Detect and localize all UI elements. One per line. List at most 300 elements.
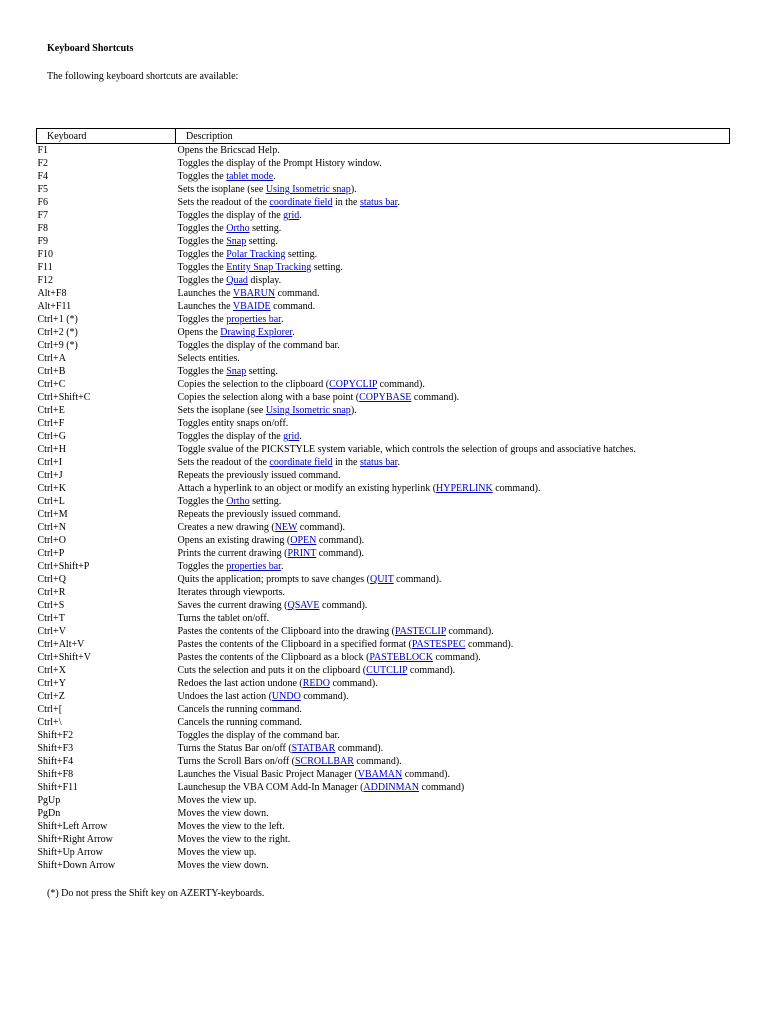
table-row [37,365,730,378]
table-row [37,430,730,443]
shortcut-key: Shift+Left Arrow [37,821,108,832]
shortcut-description [176,781,730,794]
description-text: command). [353,756,402,767]
description-text: Opens the [177,327,221,338]
description-text: command). [402,769,450,780]
description-text: command). [411,392,460,403]
table-row [37,274,730,287]
shortcut-key: Shift+F2 [37,730,74,741]
table-row [37,755,730,768]
shortcut-description [176,807,730,820]
description-text: Toggles the [177,171,227,182]
description-text: . [292,327,295,338]
table-row [37,820,730,833]
footnote: (*) Do not press the Shift key on AZERTY-keyboards. [47,888,265,899]
description-text: command). [445,626,494,637]
description-text: Toggles the [177,223,227,234]
help-link[interactable]: coordinate field [269,197,333,208]
shortcut-description [176,365,730,378]
shortcut-description [176,391,730,404]
column-header-description: Description [176,129,730,144]
shortcut-description [176,469,730,482]
help-link[interactable]: CUTCLIP [366,665,408,676]
shortcut-description [176,300,730,313]
table-row [37,326,730,339]
description-text: Sets the isoplane (see [177,405,266,416]
shortcut-description [176,235,730,248]
description-text: . [280,314,284,325]
shortcut-key: Ctrl+Shift+C [37,392,91,403]
table-row [37,846,730,859]
table-row [37,794,730,807]
shortcut-key: F1 [37,145,49,156]
help-link[interactable]: ADDINMAN [363,782,419,793]
shortcut-key: Ctrl+Y [37,678,66,689]
help-link[interactable]: STATBAR [291,743,336,754]
table-row [37,404,730,417]
shortcut-description [176,859,730,872]
shortcut-description [176,833,730,846]
intro-text: The following keyboard shortcuts are available: [47,71,239,82]
table-row [37,378,730,391]
shortcut-description [176,560,730,573]
description-text: command). [465,639,514,650]
shortcut-key: Ctrl+T [37,613,65,624]
description-text: Toggles the [177,262,227,273]
shortcut-key: Ctrl+E [37,405,65,416]
shortcut-key: Ctrl+X [37,665,66,676]
shortcut-key: Alt+F8 [37,288,67,299]
shortcuts-table [36,128,730,872]
shortcut-description [176,703,730,716]
shortcut-description [176,846,730,859]
table-row [37,495,730,508]
description-text: command). [393,574,442,585]
shortcut-description [176,222,730,235]
description-text: in the [332,197,360,208]
description-text: Toggles the display of the [177,431,284,442]
help-link[interactable]: Entity Snap Tracking [226,262,312,273]
shortcut-key: Ctrl+I [37,457,63,468]
description-text: Toggles entity snaps on/off. [177,418,289,429]
table-row [37,443,730,456]
description-text: in the [332,457,360,468]
shortcut-key: Ctrl+\ [37,717,62,728]
description-text: display. [247,275,282,286]
help-link[interactable]: properties bar [226,561,281,572]
description-text: Toggles the [177,496,227,507]
shortcut-key: PgUp [37,795,61,806]
shortcut-description [176,274,730,287]
help-link[interactable]: PASTEBLOCK [369,652,433,663]
description-text: Iterates through viewports. [177,587,285,598]
table-row [37,339,730,352]
description-text: Launchesup the VBA COM Add-In Manager ( [177,782,364,793]
shortcut-key: Shift+Right Arrow [37,834,113,845]
shortcut-key: Shift+F8 [37,769,74,780]
help-link[interactable]: QSAVE [287,600,320,611]
shortcut-description [176,547,730,560]
table-row [37,703,730,716]
shortcut-description [176,326,730,339]
table-row [37,508,730,521]
shortcut-key: Ctrl+A [37,353,66,364]
help-link[interactable]: REDO [302,678,330,689]
description-text: command). [319,600,368,611]
description-text: ). [350,184,357,195]
shortcut-key: Shift+Down Arrow [37,860,116,871]
help-link[interactable]: PRINT [287,548,317,559]
description-text: command). [377,379,425,390]
description-text: setting. [249,223,282,234]
shortcut-key: Ctrl+O [37,535,66,546]
description-text: Turns the Scroll Bars on/off ( [177,756,295,767]
help-link[interactable]: Using Isometric snap [265,405,351,416]
description-text: Launches the [177,288,233,299]
description-text: Saves the current drawing ( [177,600,288,611]
shortcut-key: F12 [37,275,54,286]
description-text: . [397,457,400,468]
table-body [37,144,730,873]
shortcut-key: F11 [37,262,53,273]
shortcut-key: Shift+F11 [37,782,78,793]
shortcut-key: Ctrl+G [37,431,66,442]
shortcut-description [176,170,730,183]
table-row [37,781,730,794]
description-text: Toggles the [177,249,227,260]
shortcut-key: Ctrl+B [37,366,66,377]
description-text: Moves the view to the left. [177,821,285,832]
table-row [37,534,730,547]
description-text: Repeats the previously issued command. [177,509,341,520]
description-text: Moves the view down. [177,860,269,871]
description-text: . [397,197,400,208]
description-text: command). [316,535,365,546]
help-link[interactable]: COPYBASE [359,392,412,403]
table-row [37,690,730,703]
table-row [37,560,730,573]
table-row [37,222,730,235]
description-text: Moves the view up. [177,847,257,858]
description-text: . [299,431,302,442]
shortcut-description [176,417,730,430]
shortcut-description [176,612,730,625]
shortcut-key: Ctrl+1 (*) [37,314,78,325]
table-header-row [37,129,730,144]
table-row [37,144,730,158]
shortcut-key: Ctrl+F [37,418,65,429]
shortcut-key: F9 [37,236,49,247]
shortcut-description [176,755,730,768]
description-text: Launches the Visual Basic Project Manager ( [177,769,358,780]
description-text: Cancels the running command. [177,717,302,728]
shortcut-description [176,677,730,690]
help-link[interactable]: Ortho [226,223,250,234]
table-row [37,261,730,274]
shortcut-key: F8 [37,223,49,234]
shortcut-key: F7 [37,210,49,221]
table-row [37,209,730,222]
shortcut-key: Ctrl+Alt+V [37,639,85,650]
table-row [37,521,730,534]
description-text: Toggles the [177,314,227,325]
table-row [37,833,730,846]
help-link[interactable]: Snap [226,236,247,247]
shortcut-description [176,742,730,755]
shortcut-description [176,287,730,300]
table-row [37,612,730,625]
help-link[interactable]: Polar Tracking [226,249,286,260]
shortcut-key: Ctrl+S [37,600,65,611]
description-text: Moves the view down. [177,808,269,819]
description-text: Pastes the contents of the Clipboard into the drawing ( [177,626,395,637]
help-link[interactable]: SCROLLBAR [295,756,354,767]
description-text: Turns the tablet on/off. [177,613,270,624]
shortcut-key: Shift+F3 [37,743,74,754]
description-text: Moves the view to the right. [177,834,291,845]
help-link[interactable]: status bar [359,197,398,208]
help-link[interactable]: status bar [359,457,398,468]
shortcut-description [176,443,730,456]
description-text: Toggles the display of the command bar. [177,730,340,741]
shortcut-description [176,248,730,261]
description-text: command). [329,678,378,689]
shortcut-description [176,183,730,196]
table-row [37,859,730,872]
description-text: command) [418,782,465,793]
description-text: . [299,210,302,221]
shortcut-key: Ctrl+M [37,509,68,520]
shortcut-description [176,456,730,469]
help-link[interactable]: COPYCLIP [329,379,378,390]
help-link[interactable]: coordinate field [269,457,333,468]
shortcut-key: Ctrl+N [37,522,66,533]
help-link[interactable]: NEW [274,522,298,533]
description-text: command). [407,665,456,676]
description-text: setting. [311,262,343,273]
description-text: Cuts the selection and puts it on the clipboard ( [177,665,367,676]
description-text: command. [275,288,320,299]
help-link[interactable]: Snap [226,366,247,377]
shortcut-key: Ctrl+L [37,496,65,507]
description-text: command). [492,483,541,494]
shortcut-key: Ctrl+Q [37,574,66,585]
description-text: Toggle svalue of the PICKSTYLE system variable, which controls the selection of groups and associative hatches. [177,444,636,455]
shortcut-description [176,144,730,158]
description-text: Repeats the previously issued command. [177,470,341,481]
shortcut-description [176,430,730,443]
shortcut-description [176,209,730,222]
shortcut-key: Ctrl+[ [37,704,63,715]
table-row [37,677,730,690]
description-text: setting. [285,249,318,260]
help-link[interactable]: OPEN [290,535,317,546]
help-link[interactable]: grid [283,210,300,221]
table-row [37,287,730,300]
shortcut-description [176,339,730,352]
shortcut-key: F5 [37,184,49,195]
shortcut-description [176,638,730,651]
shortcut-description [176,157,730,170]
table-row [37,482,730,495]
table-row [37,170,730,183]
help-link[interactable]: HYPERLINK [436,483,493,494]
help-link[interactable]: PASTESPEC [411,639,466,650]
description-text: command). [432,652,481,663]
table-row [37,417,730,430]
description-text: Toggles the display of the command bar. [177,340,340,351]
shortcut-key: Shift+F4 [37,756,74,767]
description-text: Selects entities. [177,353,240,364]
shortcut-key: Ctrl+V [37,626,66,637]
table-row [37,313,730,326]
description-text: command). [316,548,364,559]
table-row [37,768,730,781]
description-text: Cancels the running command. [177,704,302,715]
shortcut-key: PgDn [37,808,61,819]
description-text: Sets the isoplane (see [177,184,266,195]
shortcut-description [176,495,730,508]
table-row [37,469,730,482]
table-row [37,196,730,209]
table-row [37,248,730,261]
shortcut-key: Ctrl+Shift+V [37,652,92,663]
table-row [37,391,730,404]
table-row [37,235,730,248]
description-text: Copies the selection to the clipboard ( [177,379,330,390]
help-link[interactable]: PASTECLIP [394,626,446,637]
help-link[interactable]: VBAIDE [232,301,271,312]
help-link[interactable]: Drawing Explorer [220,327,293,338]
shortcut-key: Ctrl+K [37,483,66,494]
description-text: Copies the selection along with a base point ( [177,392,360,403]
column-header-keyboard: Keyboard [37,129,176,144]
table-row [37,456,730,469]
shortcut-key: F6 [37,197,49,208]
shortcut-description [176,768,730,781]
help-link[interactable]: properties bar [226,314,281,325]
help-link[interactable]: VBARUN [232,288,276,299]
description-text: command). [297,522,346,533]
shortcut-description [176,534,730,547]
shortcut-key: F4 [37,171,49,182]
description-text: Launches the [177,301,233,312]
shortcut-key: Shift+Up Arrow [37,847,103,858]
description-text: Opens the Bricscad Help. [177,145,280,156]
description-text: Toggles the [177,561,227,572]
shortcut-description [176,664,730,677]
shortcut-description [176,625,730,638]
description-text: Toggles the [177,366,227,377]
description-text: Turns the Status Bar on/off ( [177,743,292,754]
table-row [37,599,730,612]
shortcut-key: Ctrl+P [37,548,65,559]
shortcut-description [176,196,730,209]
shortcut-key: Ctrl+H [37,444,66,455]
table-row [37,183,730,196]
table-row [37,638,730,651]
help-link[interactable]: tablet mode [226,171,274,182]
shortcut-description [176,729,730,742]
description-text: Pastes the contents of the Clipboard in a specified format ( [177,639,412,650]
description-text: setting. [246,366,278,377]
table-row [37,300,730,313]
description-text: Creates a new drawing ( [177,522,275,533]
description-text: ). [350,405,357,416]
shortcut-key: Ctrl+2 (*) [37,327,78,338]
shortcut-description [176,261,730,274]
shortcut-description [176,820,730,833]
table-row [37,807,730,820]
description-text: Attach a hyperlink to an object or modify an existing hyperlink ( [177,483,437,494]
shortcut-description [176,352,730,365]
page-title: Keyboard Shortcuts [47,43,134,54]
table-row [37,664,730,677]
description-text: Toggles the [177,275,227,286]
description-text: Moves the view up. [177,795,257,806]
shortcut-description [176,573,730,586]
description-text: Pastes the contents of the Clipboard as a block ( [177,652,370,663]
help-link[interactable]: QUIT [369,574,394,585]
shortcut-key: Ctrl+Shift+P [37,561,90,572]
description-text: Toggles the display of the Prompt History window. [177,158,382,169]
description-text: command). [300,691,349,702]
shortcut-description [176,794,730,807]
shortcut-key: Ctrl+9 (*) [37,340,78,351]
shortcut-key: Ctrl+C [37,379,66,390]
help-link[interactable]: grid [283,431,300,442]
description-text: Toggles the [177,236,227,247]
table-row [37,547,730,560]
table-row [37,651,730,664]
shortcut-description [176,651,730,664]
table-row [37,625,730,638]
table-row [37,586,730,599]
help-link[interactable]: Ortho [226,496,250,507]
description-text: Sets the readout of the [177,457,270,468]
shortcut-key: Ctrl+J [37,470,63,481]
description-text: command. [270,301,316,312]
description-text: setting. [246,236,278,247]
shortcut-description [176,482,730,495]
help-link[interactable]: Quad [226,275,248,286]
description-text: . [280,561,284,572]
description-text: Prints the current drawing ( [177,548,288,559]
shortcut-description [176,313,730,326]
shortcut-key: Alt+F11 [37,301,72,312]
shortcut-description [176,690,730,703]
shortcut-description [176,521,730,534]
description-text: . [273,171,276,182]
description-text: Opens an existing drawing ( [177,535,291,546]
table-row [37,573,730,586]
table-row [37,352,730,365]
description-text: Undoes the last action ( [177,691,272,702]
shortcut-description [176,404,730,417]
help-link[interactable]: UNDO [271,691,301,702]
shortcut-key: Ctrl+R [37,587,66,598]
help-link[interactable]: VBAMAN [357,769,403,780]
help-link[interactable]: Using Isometric snap [265,184,351,195]
shortcut-key: Ctrl+Z [37,691,65,702]
table-row [37,716,730,729]
shortcut-description [176,378,730,391]
shortcut-description [176,586,730,599]
table-row [37,742,730,755]
description-text: setting. [249,496,282,507]
shortcut-key: F10 [37,249,54,260]
description-text: Sets the readout of the [177,197,270,208]
